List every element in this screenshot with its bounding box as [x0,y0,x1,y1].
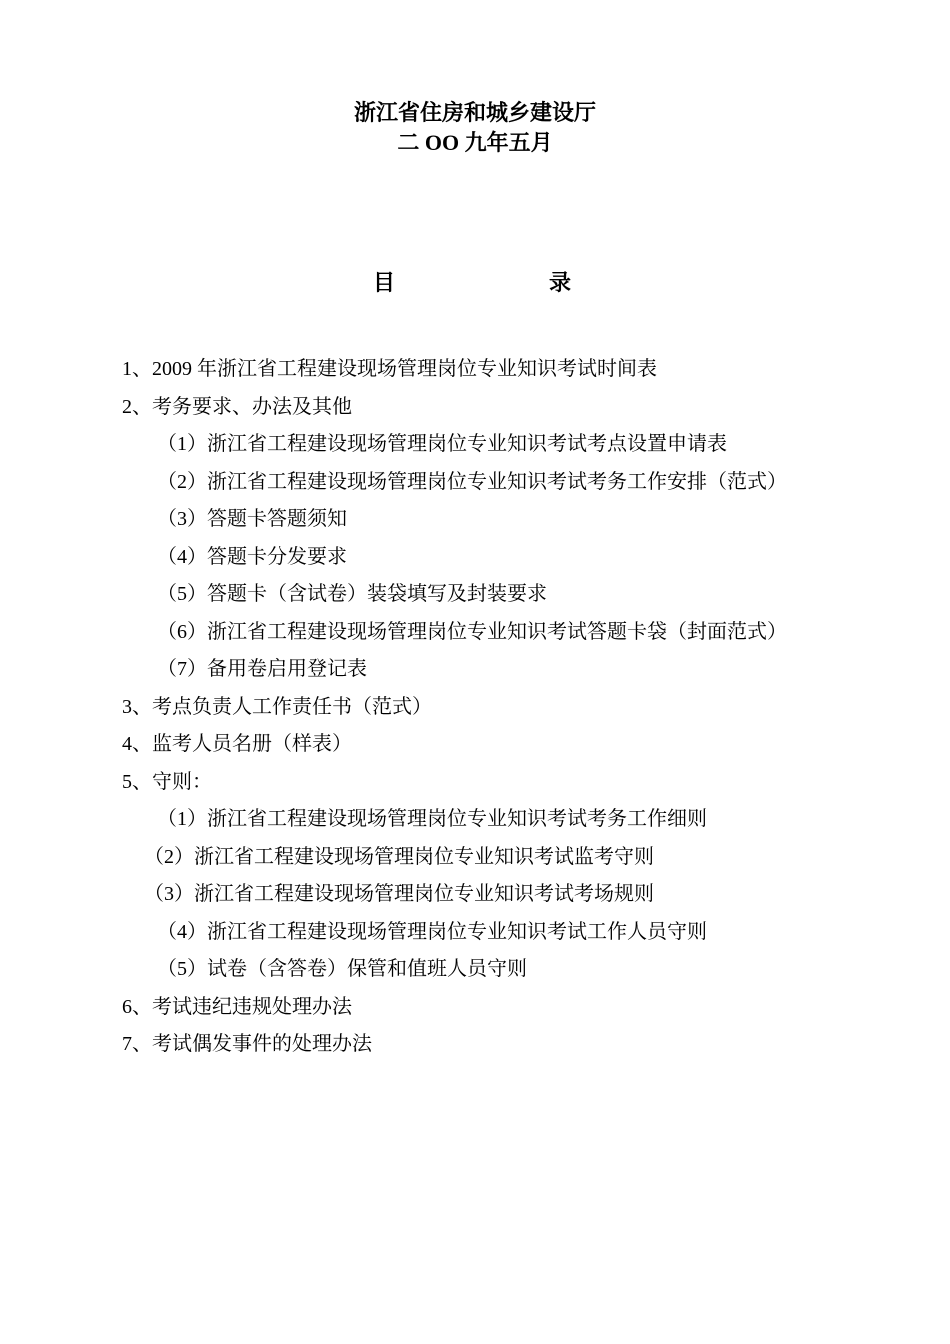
toc-item-4: 4、监考人员名册（样表） [122,733,352,755]
toc-item-5: 5、守则： [122,770,212,793]
toc-heading-char-2: 录 [549,270,572,295]
toc-subitem-5-5: （5）试卷（含答卷）保管和值班人员守则 [157,958,527,980]
toc-heading-char-1: 目 [373,270,396,295]
toc-subitem-5-3: （3）浙江省工程建设现场管理岗位专业知识考试考场规则 [144,883,654,905]
issuing-organization: 浙江省住房和城乡建设厅 [353,100,596,125]
toc-item-3: 3、考点负责人工作责任书（范式） [122,695,432,718]
toc-item-6: 6、考试违纪违规处理办法 [122,995,352,1018]
toc-subitem-5-4: （4）浙江省工程建设现场管理岗位专业知识考试工作人员守则 [157,920,707,943]
toc-subitem-2-7: （7）备用卷启用登记表 [157,658,367,680]
toc-subitem-5-2: （2）浙江省工程建设现场管理岗位专业知识考试监考守则 [144,845,654,868]
toc-subitem-2-2: （2）浙江省工程建设现场管理岗位专业知识考试考务工作安排（范式） [157,470,787,493]
toc-item-2: 2、考务要求、办法及其他 [122,395,352,418]
toc-item-1: 1、2009 年浙江省工程建设现场管理岗位专业知识考试时间表 [122,358,657,380]
toc-heading [0,268,950,298]
toc-subitem-2-5: （5）答题卡（含试卷）装袋填写及封装要求 [157,583,547,605]
toc-item-7: 7、考试偶发事件的处理办法 [122,1033,372,1055]
toc-subitem-2-4: （4）答题卡分发要求 [157,545,347,568]
table-of-contents [122,351,832,1064]
toc-subitem-2-3: （3）答题卡答题须知 [157,508,347,530]
issue-date: 二 OO 九年五月 [397,130,553,155]
toc-subitem-2-1: （1）浙江省工程建设现场管理岗位专业知识考试考点设置申请表 [157,433,727,455]
toc-subitem-5-1: （1）浙江省工程建设现场管理岗位专业知识考试考务工作细则 [157,808,707,830]
toc-subitem-2-6: （6）浙江省工程建设现场管理岗位专业知识考试答题卡袋（封面范式） [157,620,787,643]
